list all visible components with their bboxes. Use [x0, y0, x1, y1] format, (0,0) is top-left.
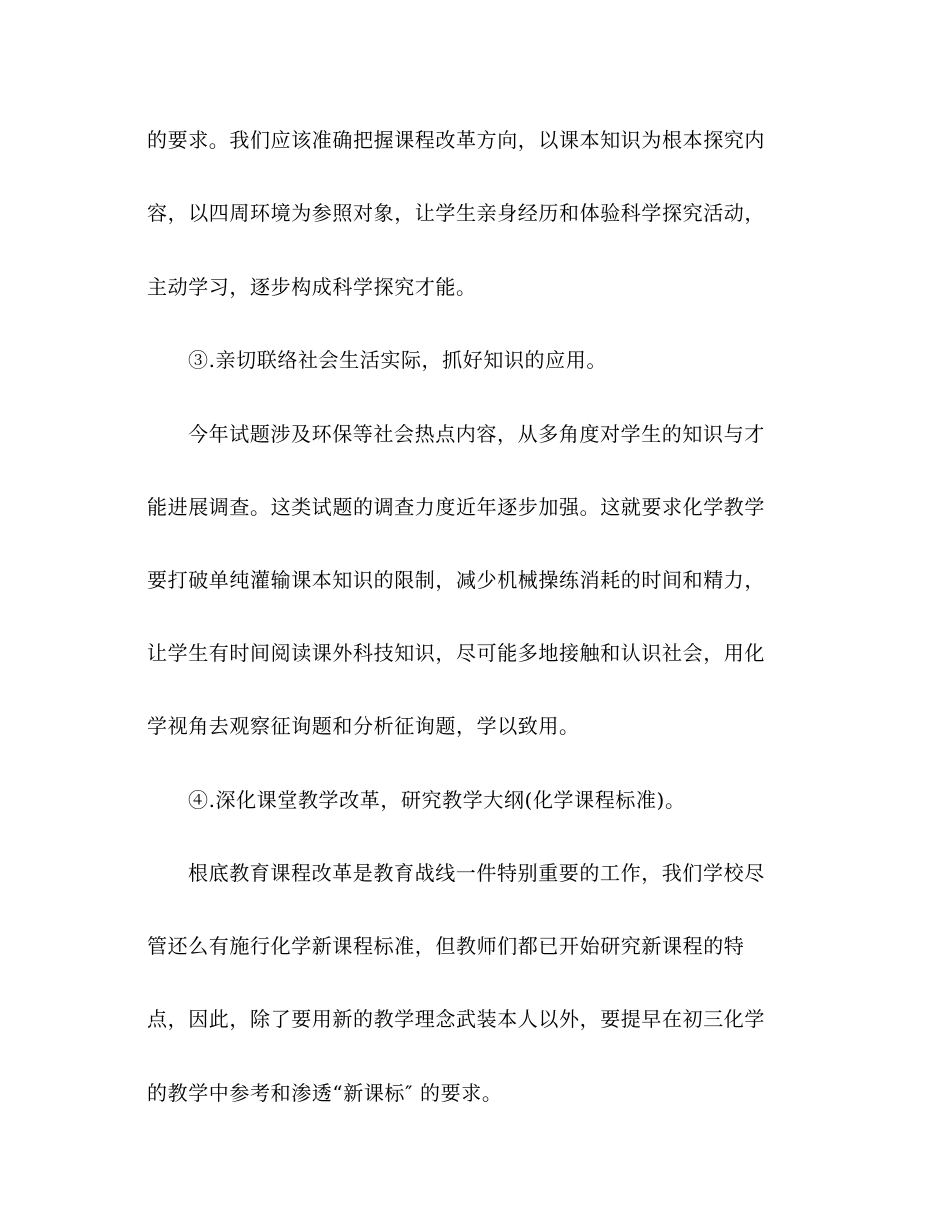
text-line-11: 根底教育课程改革是教育战线一件特别重要的工作，我们学校尽 [188, 861, 765, 885]
text-line-13: 点，因此，除了要用新的教学理念武装本人以外，要提早在初三化学 [147, 1007, 765, 1031]
text-line-14: 的教学中参考和渗透“新课标″ 的要求。 [147, 1081, 503, 1105]
text-line-1: 的要求。我们应该准确把握课程改革方向，以课本知识为根本探究内 [147, 128, 765, 152]
text-line-7: 要打破单纯灌输课本知识的限制，减少机械操练消耗的时间和精力， [147, 568, 765, 592]
text-line-2: 容，以四周环境为参照对象，让学生亲身经历和体验科学探究活动， [147, 201, 765, 225]
section-heading-3: ③.亲切联络社会生活实际，抓好知识的应用。 [188, 348, 607, 372]
section-heading-4: ④.深化课堂教学改革，研究教学大纲(化学课程标准)。 [188, 788, 686, 812]
text-line-9: 学视角去观察征询题和分析征询题，学以致用。 [147, 714, 580, 738]
text-line-3: 主动学习，逐步构成科学探究才能。 [147, 275, 477, 299]
text-line-12: 管还么有施行化学新课程标准，但教师们都已开始研究新课程的特 [147, 934, 745, 958]
text-line-5: 今年试题涉及环保等社会热点内容，从多角度对学生的知识与才 [188, 422, 765, 446]
text-line-8: 让学生有时间阅读课外科技知识，尽可能多地接触和认识社会，用化 [147, 641, 765, 665]
text-line-6: 能进展调查。这类试题的调查力度近年逐步加强。这就要求化学教学 [147, 495, 765, 519]
